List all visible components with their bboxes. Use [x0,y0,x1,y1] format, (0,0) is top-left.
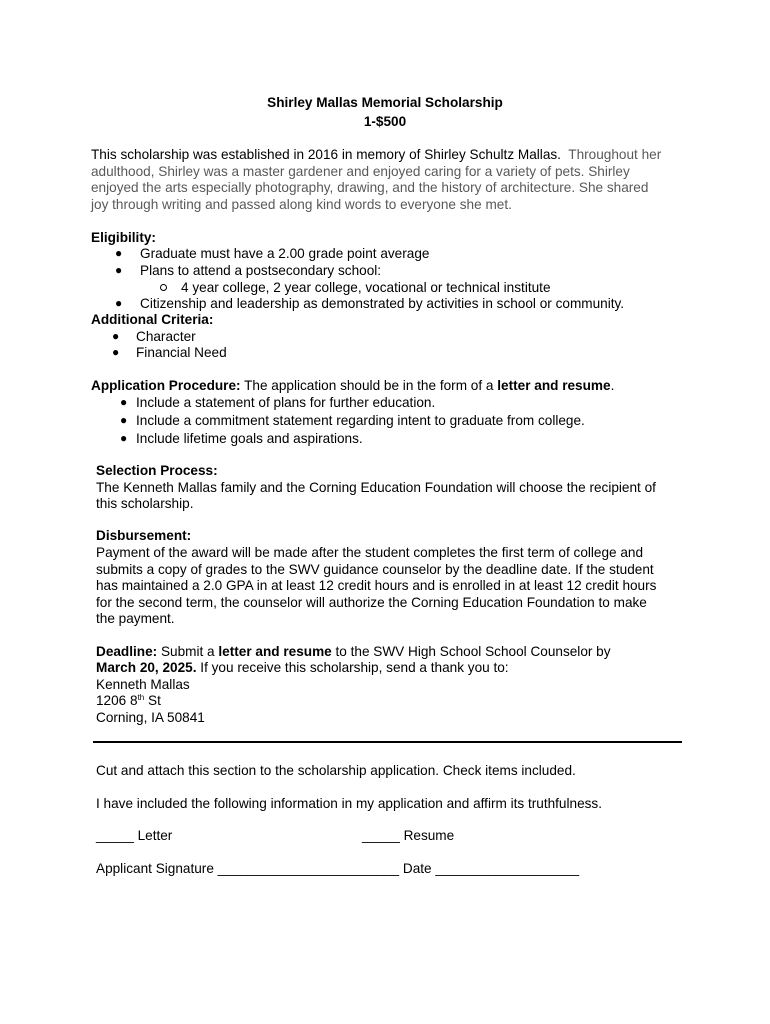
cut-line-divider [93,741,682,743]
selection-heading: Selection Process: [96,463,218,478]
eligibility-item: Graduate must have a 2.00 grade point average [140,246,430,261]
eligibility-item: Citizenship and leadership as demonstrated by activities in school or community. [140,296,625,311]
document-title: Shirley Mallas Memorial Scholarship [267,95,503,110]
disbursement-line: for the second term, the counselor will authorize the Corning Education Foundation to make [96,595,647,610]
award-amount: 1-$500 [363,114,407,129]
intro-line-4: joy through writing and passed along kind words to everyone she met. [91,197,512,212]
application-item: Include a commitment statement regarding intent to graduate from college. [136,413,585,428]
disbursement-line: Payment of the award will be made after the student completes the first term of college and [96,545,644,560]
application-heading: Application Procedure: [91,378,241,393]
selection-line-1: The Kenneth Mallas family and the Corning Education Foundation will choose the recipient of [96,480,656,495]
bullet-icon: ● [120,395,128,409]
recipient-name: Kenneth Mallas [96,677,190,692]
eligibility-item: Plans to attend a postsecondary school: [140,263,382,278]
disbursement-line: the payment. [96,611,175,626]
application-procedure [91,377,614,394]
eligibility-heading: Eligibility: [91,230,156,245]
deadline-bold: letter and resume [218,644,332,659]
application-bold: letter and resume [497,378,611,393]
criteria-item: Character [136,329,196,344]
bullet-icon: ● [115,296,123,310]
deadline-line-1 [96,643,611,660]
deadline-text: to the SWV High School School Counselor by [331,644,611,659]
intro-text-gray: Throughout her [568,147,662,162]
application-text: The application should be in the form of a [240,378,498,393]
intro-line-2: adulthood, Shirley was a master gardener and enjoyed caring for a variety of pets. Shirley [91,164,630,179]
bullet-icon: ● [115,246,123,260]
application-item: Include a statement of plans for further education. [136,395,436,410]
deadline-heading: Deadline: [96,644,158,659]
resume-checkbox-line[interactable]: _____ Resume [362,828,455,843]
selection-line-2: this scholarship. [96,496,194,511]
bullet-icon: ● [115,263,123,277]
deadline-text: If you receive this scholarship, send a thank you to: [196,660,509,675]
eligibility-subitem: 4 year college, 2 year college, vocational or technical institute [181,280,551,295]
application-item: Include lifetime goals and aspirations. [136,431,363,446]
deadline-line-2 [96,659,509,676]
bullet-icon: ● [112,345,120,359]
letter-checkbox-line[interactable]: _____ Letter [96,828,173,843]
affirm-statement: I have included the following information in my application and affirm its truthfulness. [96,796,603,811]
signature-date-line[interactable]: Applicant Signature ________________________ Date ___________________ [96,861,580,876]
intro-line-1 [91,146,661,163]
disbursement-heading: Disbursement: [96,528,192,543]
cut-instruction: Cut and attach this section to the scholarship application. Check items included. [96,763,576,778]
intro-text: This scholarship was established in 2016 in memory of Shirley Schultz Mallas. [91,147,561,162]
recipient-address [96,692,161,709]
bullet-icon: ● [120,431,128,445]
recipient-city: Corning, IA 50841 [96,710,205,725]
address-suffix: th [137,693,145,702]
address-street: St [144,693,161,708]
deadline-date: March 20, 2025. [96,660,197,675]
bullet-icon: ● [112,329,120,343]
disbursement-line: has maintained a 2.0 GPA in at least 12 credit hours and is enrolled in at least 12 credit hours [96,578,657,593]
disbursement-line: submits a copy of grades to the SWV guidance counselor by the deadline date. If the student [96,562,654,577]
circle-bullet-icon [160,284,167,291]
application-text-end: . [610,378,615,393]
intro-line-3: enjoyed the arts especially photography, drawing, and the history of architecture. She shared [91,180,649,195]
address-number: 1206 8 [96,693,138,708]
deadline-text: Submit a [157,644,219,659]
bullet-icon: ● [120,413,128,427]
additional-criteria-heading: Additional Criteria: [91,312,214,327]
criteria-item: Financial Need [136,345,227,360]
